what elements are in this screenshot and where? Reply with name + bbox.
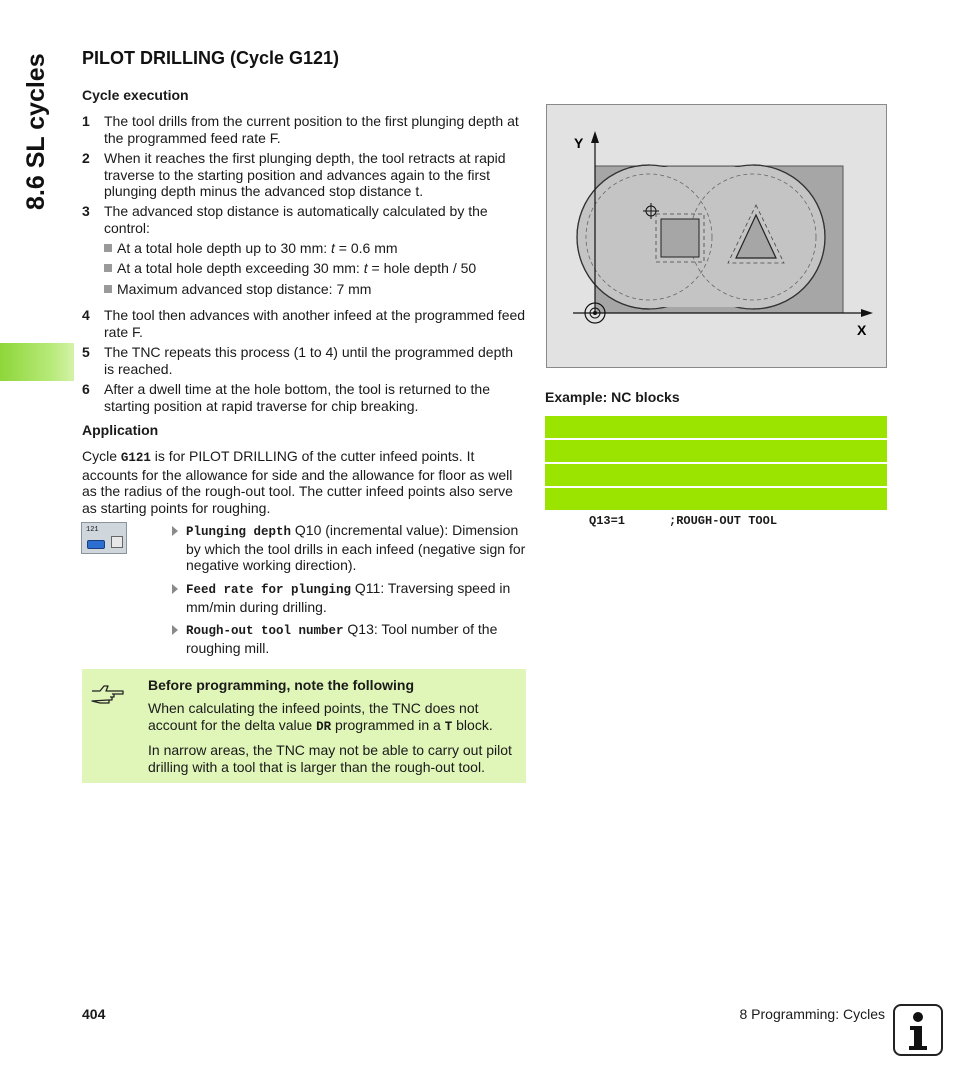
param-description: Q11: Traversing speed in mm/min during drilling. — [186, 580, 511, 615]
step-number: 2 — [82, 150, 90, 166]
square-bullet-icon — [104, 264, 112, 272]
step-5 — [82, 344, 527, 377]
cycle-execution-heading: Cycle execution — [82, 87, 189, 103]
delta-code: DR — [316, 719, 332, 734]
pocket-shape-icon — [87, 540, 105, 549]
contour-diagram — [547, 105, 886, 367]
x-axis-label: X — [857, 322, 867, 338]
chapter-tab-marker — [0, 343, 74, 381]
drill-tool-icon — [111, 536, 123, 548]
pilot-drilling-figure — [546, 104, 887, 368]
nc-block-row — [545, 464, 887, 486]
triangle-bullet-icon — [172, 526, 178, 536]
step-number: 4 — [82, 307, 90, 323]
note-paragraph: When calculating the infeed points, the TNC does not account for the delta value DR programmed in a T block. — [148, 700, 493, 734]
step-2 — [82, 150, 527, 200]
nc-block-row — [545, 440, 887, 462]
bullet-item: At a total hole depth exceeding 30 mm: t = hole depth / 50 — [104, 260, 476, 277]
square-bullet-icon — [104, 285, 112, 293]
application-heading: Application — [82, 422, 159, 438]
chapter-side-title: 8.6 SL cycles — [22, 53, 50, 210]
param-description: Q10 (incremental value): Dimension by which the tool drills in each infeed (negative sign for negative working direction). — [186, 522, 526, 573]
note-heading: Before programming, note the following — [148, 677, 414, 693]
note-box — [82, 669, 526, 783]
step-text: The tool drills from the current position to the first plunging depth at the programmed feed rate F. — [104, 113, 519, 146]
step-number: 1 — [82, 113, 90, 129]
param-description: Q13: Tool number of the roughing mill. — [186, 621, 498, 656]
triangle-bullet-icon — [172, 584, 178, 594]
step-4 — [82, 307, 527, 340]
param-name: Feed rate for plunging — [186, 583, 352, 597]
application-text: Cycle G121 is for PILOT DRILLING of the cutter infeed points. It accounts for the allowance for side and the allowance for floor as well as the radius of the rough-out tool. The cutter infeed points also serve as starting points for roughing. — [82, 448, 513, 516]
nc-block-row — [545, 416, 887, 438]
step-text: The advanced stop distance is automatically calculated by the control: — [104, 203, 488, 236]
step-text: The tool then advances with another infeed at the programmed feed rate F. — [104, 307, 526, 340]
example-heading: Example: NC blocks — [545, 389, 680, 405]
island-square — [661, 219, 699, 257]
param-feed-rate — [172, 580, 527, 615]
step-text: The TNC repeats this process (1 to 4) until the programmed depth is reached. — [104, 344, 514, 377]
step-number: 5 — [82, 344, 90, 360]
param-name: Plunging depth — [186, 525, 292, 539]
step-text: When it reaches the first plunging depth, the tool retracts at rapid traverse to the starting position and advances again to the first plunging depth minus the advanced stop distance t. — [104, 150, 506, 199]
cycle-code: G121 — [120, 451, 151, 465]
chapter-footer: 8 Programming: Cycles — [739, 1006, 885, 1022]
step-1 — [82, 113, 527, 146]
param-plunging-depth — [172, 522, 527, 574]
page-title: PILOT DRILLING (Cycle G121) — [82, 48, 340, 68]
softkey-label: 121 — [86, 526, 99, 534]
step-number: 3 — [82, 203, 90, 219]
param-rough-out-tool — [172, 621, 527, 656]
y-axis-label: Y — [574, 135, 584, 151]
cycle-121-softkey-icon — [81, 522, 127, 554]
bullet-item: At a total hole depth up to 30 mm: t = 0.6 mm — [104, 240, 398, 257]
info-icon — [893, 1004, 943, 1056]
nc-block-row: Q13=1 ;ROUGH-OUT TOOL — [545, 488, 887, 510]
page-number: 404 — [82, 1006, 106, 1022]
pointing-hand-icon — [90, 681, 126, 707]
step-3 — [82, 203, 527, 236]
step-6 — [82, 381, 527, 414]
note-paragraph: In narrow areas, the TNC may not be able to carry out pilot drilling with a tool that is larger than the rough-out tool. — [148, 742, 512, 775]
step-number: 6 — [82, 381, 90, 397]
step-text: After a dwell time at the hole bottom, the tool is returned to the starting position at rapid traverse for chip breaking. — [104, 381, 490, 414]
triangle-bullet-icon — [172, 625, 178, 635]
param-name: Rough-out tool number — [186, 624, 344, 638]
bullet-item: Maximum advanced stop distance: 7 mm — [104, 281, 371, 298]
square-bullet-icon — [104, 244, 112, 252]
tool-code: T — [444, 719, 453, 734]
